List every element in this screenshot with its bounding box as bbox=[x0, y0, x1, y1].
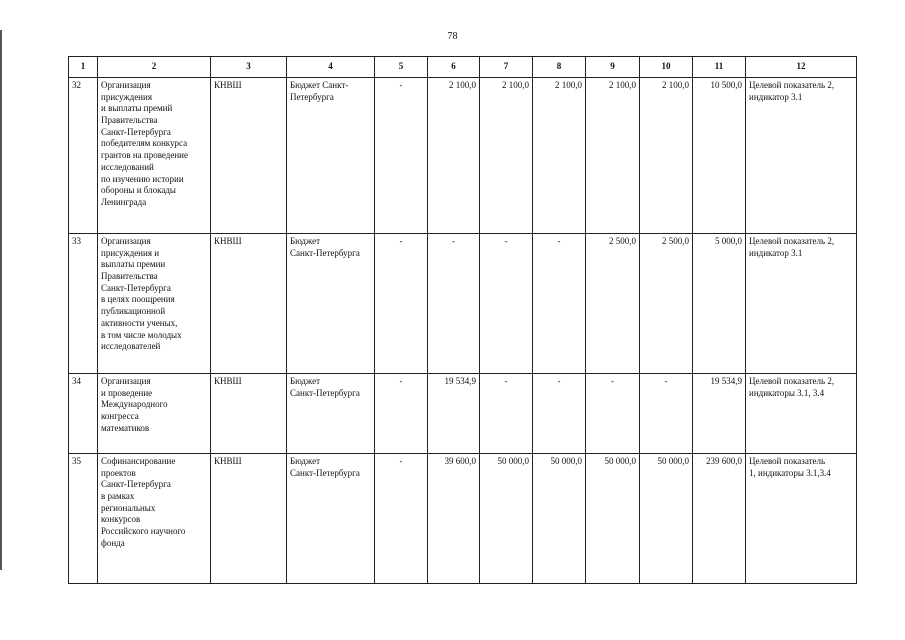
executor: КНВШ bbox=[211, 78, 287, 234]
value-cell: 2 100,0 bbox=[586, 78, 640, 234]
table-row bbox=[69, 454, 857, 584]
executor: КНВШ bbox=[211, 374, 287, 454]
table-row bbox=[69, 234, 857, 374]
row-number: 32 bbox=[69, 78, 98, 234]
col-header: 3 bbox=[211, 57, 287, 78]
total-cell: 239 600,0 bbox=[693, 454, 746, 584]
value-cell: - bbox=[533, 234, 586, 374]
header-row bbox=[69, 57, 857, 78]
indicator-cell: Целевой показатель 1, индикаторы 3.1,3.4 bbox=[746, 454, 857, 584]
value-cell: - bbox=[586, 374, 640, 454]
value-cell: - bbox=[375, 374, 428, 454]
value-cell: 50 000,0 bbox=[640, 454, 693, 584]
col-header: 5 bbox=[375, 57, 428, 78]
total-cell: 5 000,0 bbox=[693, 234, 746, 374]
total-cell: 19 534,9 bbox=[693, 374, 746, 454]
col-header: 8 bbox=[533, 57, 586, 78]
value-cell: - bbox=[533, 374, 586, 454]
funding-source: Бюджет Санкт-Петербурга bbox=[287, 454, 375, 584]
activity-name: Организация присуждения и выплаты премии Правительства Санкт-Петербурга в целях поощрения публикационной активности ученых, в том числе молодых исследователей bbox=[98, 234, 211, 374]
col-header: 1 bbox=[69, 57, 98, 78]
indicator-cell: Целевой показатель 2, индикатор 3.1 bbox=[746, 78, 857, 234]
col-header: 12 bbox=[746, 57, 857, 78]
col-header: 11 bbox=[693, 57, 746, 78]
activity-name: Организация и проведение Международного конгресса математиков bbox=[98, 374, 211, 454]
value-cell: 2 100,0 bbox=[533, 78, 586, 234]
value-cell: - bbox=[375, 454, 428, 584]
activity-name: Организация присуждения и выплаты премий Правительства Санкт-Петербурга победителям конкурса грантов на проведение исследований по изучению истории обороны и блокады Ленинграда bbox=[98, 78, 211, 234]
row-number: 35 bbox=[69, 454, 98, 584]
value-cell: 50 000,0 bbox=[586, 454, 640, 584]
value-cell: - bbox=[375, 234, 428, 374]
value-cell: - bbox=[428, 234, 480, 374]
binding-edge bbox=[0, 30, 2, 570]
executor: КНВШ bbox=[211, 234, 287, 374]
col-header: 2 bbox=[98, 57, 211, 78]
program-table bbox=[68, 56, 857, 584]
value-cell: - bbox=[480, 234, 533, 374]
funding-source: Бюджет Санкт-Петербурга bbox=[287, 374, 375, 454]
value-cell: 2 100,0 bbox=[428, 78, 480, 234]
value-cell: - bbox=[480, 374, 533, 454]
page-number: 78 bbox=[447, 31, 458, 42]
col-header: 10 bbox=[640, 57, 693, 78]
value-cell: 2 500,0 bbox=[586, 234, 640, 374]
col-header: 4 bbox=[287, 57, 375, 78]
funding-source: Бюджет Санкт-Петербурга bbox=[287, 234, 375, 374]
value-cell: 50 000,0 bbox=[533, 454, 586, 584]
row-number: 34 bbox=[69, 374, 98, 454]
value-cell: - bbox=[375, 78, 428, 234]
value-cell: 2 100,0 bbox=[480, 78, 533, 234]
total-cell: 10 500,0 bbox=[693, 78, 746, 234]
table-row bbox=[69, 374, 857, 454]
activity-name: Софинансирование проектов Санкт-Петербурга в рамках региональных конкурсов Российского научного фонда bbox=[98, 454, 211, 584]
value-cell: 2 500,0 bbox=[640, 234, 693, 374]
value-cell: 19 534,9 bbox=[428, 374, 480, 454]
value-cell: - bbox=[640, 374, 693, 454]
funding-source: Бюджет Санкт- Петербурга bbox=[287, 78, 375, 234]
table-row bbox=[69, 78, 857, 234]
col-header: 9 bbox=[586, 57, 640, 78]
value-cell: 2 100,0 bbox=[640, 78, 693, 234]
col-header: 6 bbox=[428, 57, 480, 78]
indicator-cell: Целевой показатель 2, индикатор 3.1 bbox=[746, 234, 857, 374]
executor: КНВШ bbox=[211, 454, 287, 584]
value-cell: 50 000,0 bbox=[480, 454, 533, 584]
value-cell: 39 600,0 bbox=[428, 454, 480, 584]
row-number: 33 bbox=[69, 234, 98, 374]
col-header: 7 bbox=[480, 57, 533, 78]
indicator-cell: Целевой показатель 2, индикаторы 3.1, 3.4 bbox=[746, 374, 857, 454]
